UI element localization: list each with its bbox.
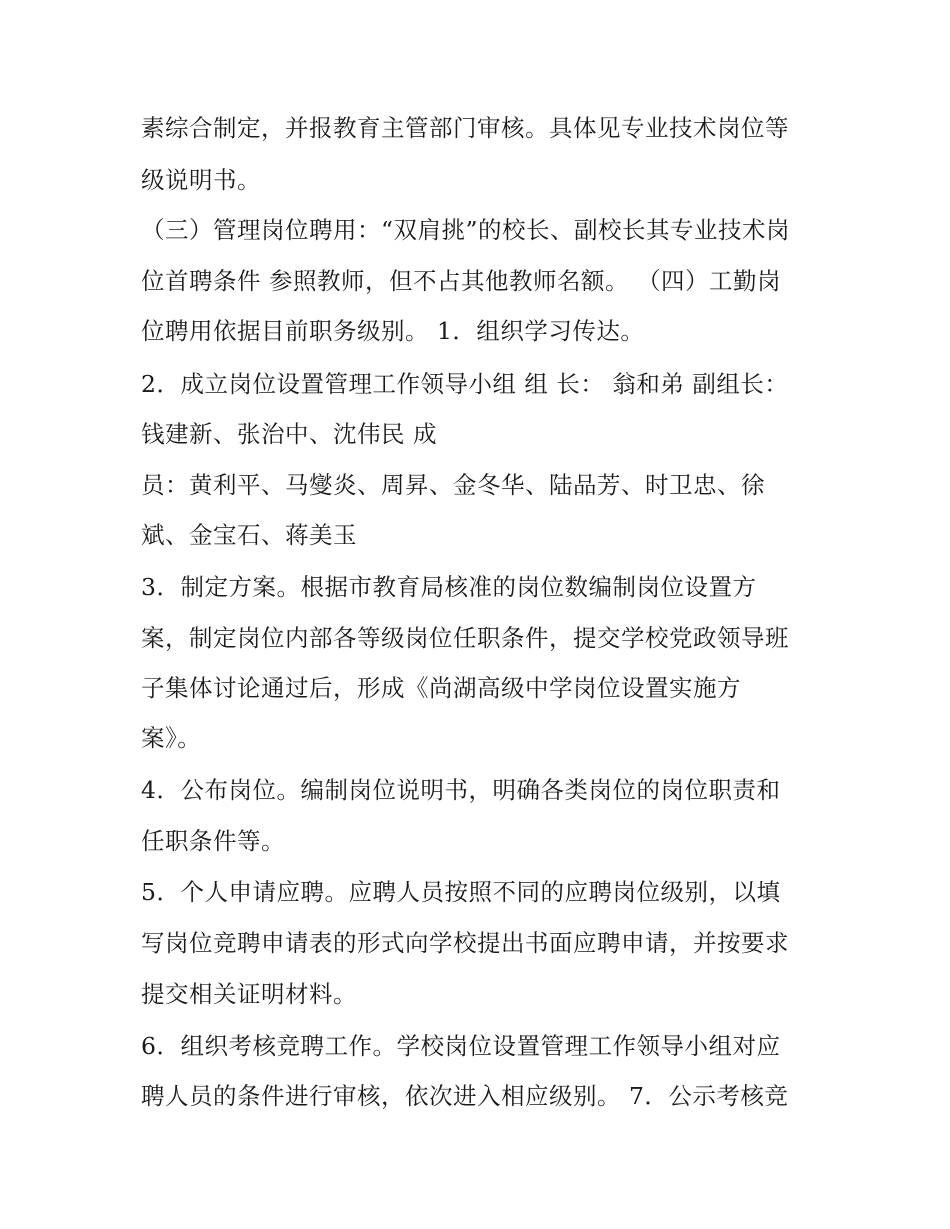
text-line: 聘人员的条件进行审核，依次进入相应级别。 7．公示考核竞 bbox=[141, 1082, 789, 1110]
text-line: 写岗位竞聘申请表的形式向学校提出书面应聘申请，并按要求 bbox=[141, 929, 789, 957]
text-line: 钱建新、张治中、沈伟民 成 bbox=[141, 420, 437, 448]
text-line: 6．组织考核竞聘工作。学校岗位设置管理工作领导小组对应 bbox=[141, 1032, 781, 1060]
text-line: 案，制定岗位内部各等级岗位任职条件，提交学校党政领导班 bbox=[141, 624, 789, 652]
text-line: 提交相关证明材料。 bbox=[141, 980, 357, 1008]
text-line: 2．成立岗位设置管理工作领导小组 组 长： 翁和弟 副组长： bbox=[141, 370, 789, 398]
text-line: 素综合制定，并报教育主管部门审核。具体见专业技术岗位等 bbox=[141, 114, 789, 142]
text-line: 级说明书。 bbox=[141, 166, 261, 194]
text-line: 任职条件等。 bbox=[141, 827, 285, 855]
text-line: 位首聘条件 参照教师，但不占其他教师名额。 （四）工勤岗 bbox=[141, 267, 781, 295]
text-line: 案》。 bbox=[141, 724, 202, 752]
text-line: 斌、金宝石、蒋美玉 bbox=[141, 521, 357, 549]
text-line: 5．个人申请应聘。应聘人员按照不同的应聘岗位级别，以填 bbox=[141, 878, 781, 906]
text-line: 员：黄利平、马燮炎、周昇、金冬华、陆品芳、时卫忠、徐 bbox=[141, 471, 765, 499]
text-line: 4．公布岗位。编制岗位说明书，明确各类岗位的岗位职责和 bbox=[141, 776, 781, 804]
text-line: 3．制定方案。根据市教育局核准的岗位数编制岗位设置方 bbox=[141, 573, 757, 601]
text-line: （三）管理岗位聘用：“双肩挑”的校长、副校长其专业技术岗 bbox=[141, 216, 791, 244]
text-line: 位聘用依据目前职务级别。 1．组织学习传达。 bbox=[141, 317, 645, 345]
text-line: 子集体讨论通过后，形成《尚湖高级中学岗位设置实施方 bbox=[141, 674, 741, 702]
